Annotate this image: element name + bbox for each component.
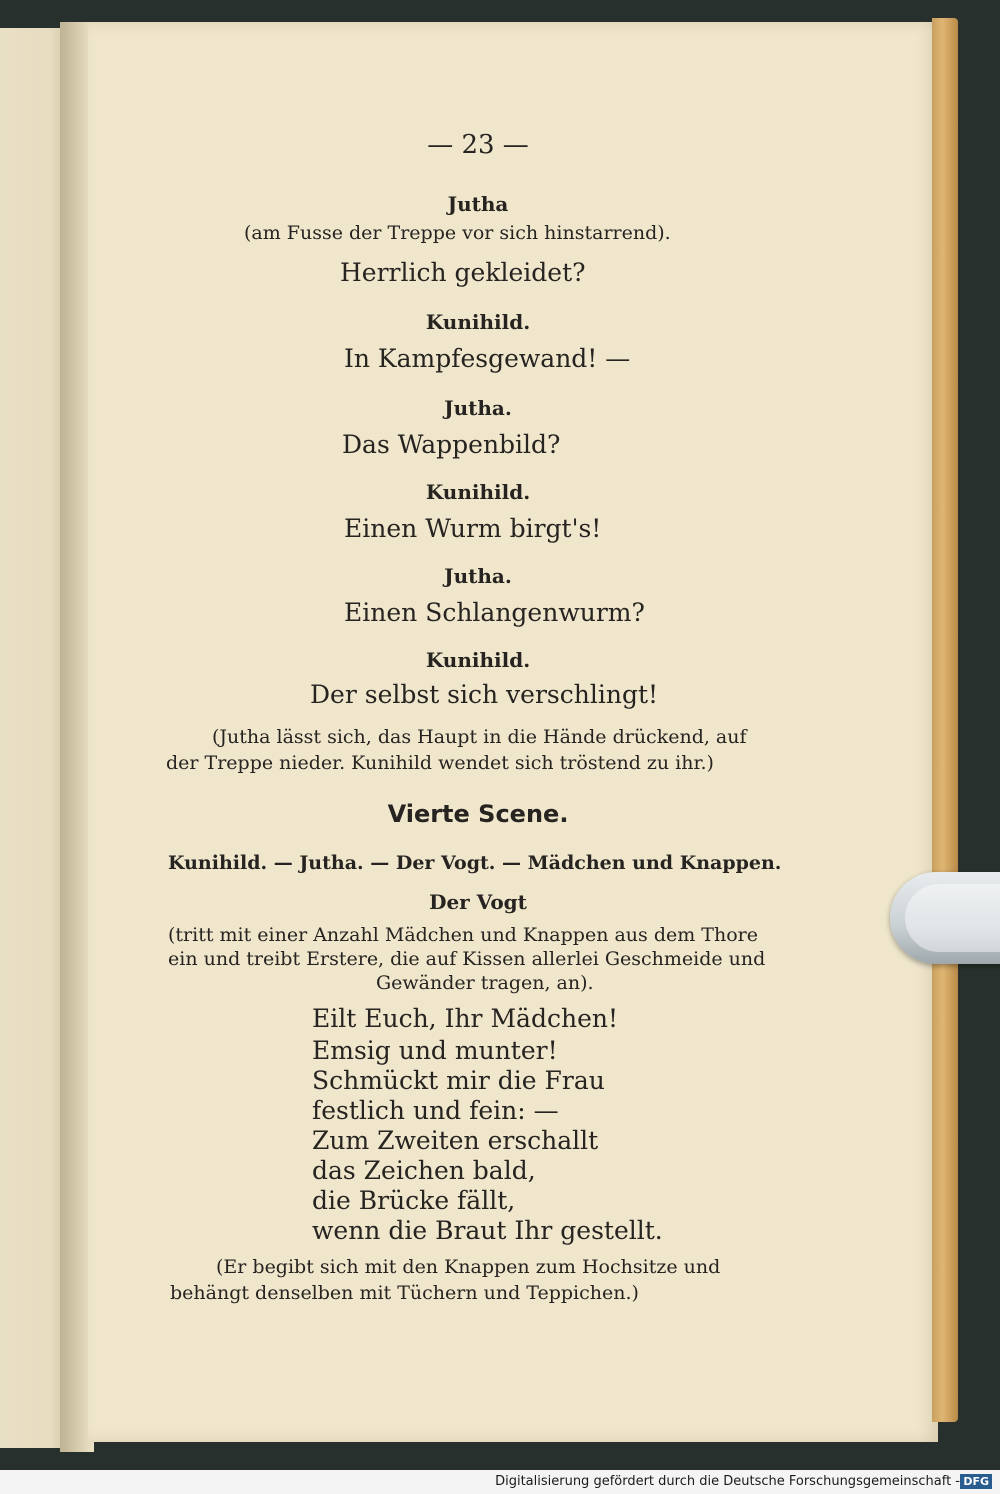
stage-direction: (am Fusse der Treppe vor sich hinstarrend). [244, 222, 671, 244]
speaker-name: Kunihild. [425, 310, 531, 334]
speaker-name: Kunihild. [425, 648, 531, 672]
cast-list: Kunihild. — Jutha. — Der Vogt. — Mädchen und Knappen. [168, 852, 782, 874]
stage-direction: der Treppe nieder. Kunihild wendet sich tröstend zu ihr.) [166, 752, 714, 774]
verse-line: Herrlich gekleidet? [340, 258, 586, 287]
verse-line: wenn die Braut Ihr gestellt. [312, 1216, 663, 1245]
speaker-name: Jutha. [444, 564, 512, 588]
verse-line: Emsig und munter! [312, 1036, 558, 1065]
verse-line: Der selbst sich verschlingt! [310, 680, 659, 709]
speaker-name: Jutha [447, 192, 509, 216]
scene-title: Vierte Scene. [387, 800, 569, 828]
verse-line: Schmückt mir die Frau [312, 1066, 605, 1095]
verse-line: die Brücke fällt, [312, 1186, 516, 1215]
verse-line: Eilt Euch, Ihr Mädchen! [312, 1004, 619, 1033]
stage-direction: Gewänder tragen, an). [376, 972, 594, 994]
funding-credit: Digitalisierung gefördert durch die Deutsche Forschungsgemeinschaft - [495, 1474, 960, 1489]
speaker-name: Kunihild. [425, 480, 531, 504]
verse-line: In Kampfesgewand! — [344, 344, 631, 373]
speaker-name: Der Vogt [429, 890, 527, 914]
verse-line: das Zeichen bald, [312, 1156, 536, 1185]
page-edge [932, 18, 958, 1422]
verse-line: festlich und fein: — [312, 1096, 559, 1125]
verse-line: Das Wappenbild? [342, 430, 561, 459]
page-clip-highlight [905, 884, 1000, 952]
stage-direction: (tritt mit einer Anzahl Mädchen und Knappen aus dem Thore [168, 924, 758, 946]
verse-line: Zum Zweiten erschallt [312, 1126, 599, 1155]
stage-direction: (Er begibt sich mit den Knappen zum Hochsitze und [216, 1256, 721, 1278]
verse-line: Einen Wurm birgt's! [344, 514, 602, 543]
dfg-logo-icon: DFG [960, 1474, 992, 1489]
page-number: — 23 — [427, 130, 529, 160]
verse-line: Einen Schlangenwurm? [344, 598, 645, 627]
stage-direction: ein und treibt Erstere, die auf Kissen allerlei Geschmeide und [168, 948, 766, 970]
speaker-name: Jutha. [444, 396, 512, 420]
stage-direction: behängt denselben mit Tüchern und Teppichen.) [170, 1282, 639, 1304]
stage-direction: (Jutha lässt sich, das Haupt in die Hände drückend, auf [212, 726, 747, 748]
